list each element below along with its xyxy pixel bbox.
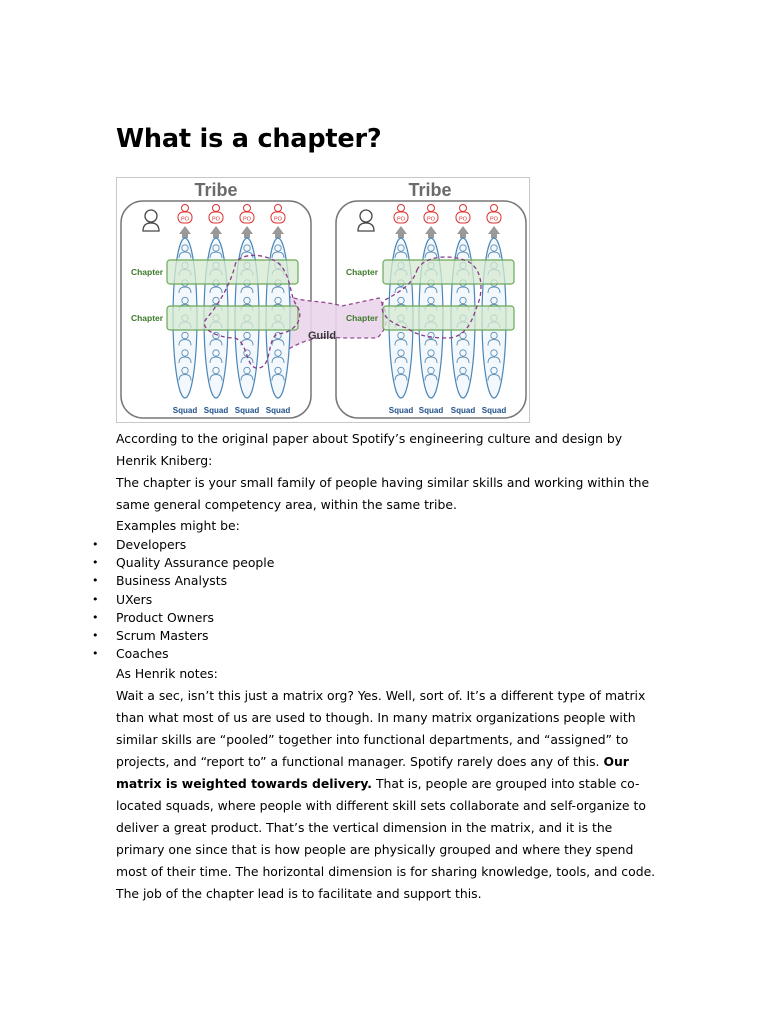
squad-label: Squad	[481, 406, 507, 415]
squad-label: Squad	[450, 406, 476, 415]
example-item	[92, 645, 656, 663]
chapter-label: Chapter	[345, 313, 379, 323]
bullet-glyph: •	[92, 647, 99, 661]
squad-label: Squad	[234, 406, 260, 415]
tribe-label-right: Tribe	[408, 180, 452, 200]
guild-label: Guild	[307, 330, 337, 342]
example-label: Business Analysts	[116, 573, 228, 589]
quote-text-2: That is, people are grouped into stable co-located squads, where people with different skill sets collaborate and self-organize to deliver a great product. That’s the vertical dimension in the matrix, and it is the primary one since that is how people are physically grouped and where they spend most of their time. The horizontal dimension is for sharing knowledge, tools, and code. The job of the chapter lead is to facilitate and support this.	[116, 776, 656, 902]
bullet-glyph: •	[92, 629, 99, 643]
chapter-label: Chapter	[130, 267, 164, 277]
example-label: Quality Assurance people	[116, 555, 275, 571]
tribe-chapter-guild-diagram	[116, 177, 530, 423]
tribe-lead-body-icon	[358, 223, 374, 231]
po-head-icon	[398, 205, 405, 212]
examples-list	[92, 536, 656, 663]
chapter-band	[167, 306, 298, 330]
po-head-icon	[491, 205, 498, 212]
example-label: UXers	[116, 591, 153, 607]
example-label: Product Owners	[116, 609, 214, 625]
notes-intro: As Henrik notes:	[116, 666, 218, 682]
squad-label: Squad	[388, 406, 414, 415]
squad-label: Squad	[265, 406, 291, 415]
example-item	[92, 627, 656, 645]
chapter-label: Chapter	[130, 313, 164, 323]
po-label: PO	[243, 216, 251, 223]
po-head-icon	[244, 205, 251, 212]
example-label: Developers	[116, 537, 187, 552]
example-item	[92, 572, 656, 590]
bullet-glyph: •	[92, 592, 99, 606]
definition-paragraph: The chapter is your small family of people having similar skills and working within the same general competency area, within the same tribe.	[116, 475, 650, 512]
tribe-lead-icon	[360, 210, 372, 222]
diagram-canvas	[117, 178, 529, 422]
po-label: PO	[427, 216, 435, 223]
po-label: PO	[274, 216, 282, 223]
chapter-band	[383, 260, 514, 284]
bullet-glyph: •	[92, 556, 99, 570]
po-head-icon	[428, 205, 435, 212]
example-item	[92, 536, 656, 554]
body-text	[92, 428, 656, 905]
bullet-glyph: •	[92, 574, 99, 588]
examples-intro: Examples might be:	[116, 518, 240, 533]
po-label: PO	[397, 216, 405, 223]
po-head-icon	[275, 205, 282, 212]
po-label: PO	[490, 216, 498, 223]
example-item	[92, 591, 656, 609]
bullet-glyph: •	[92, 538, 99, 551]
po-label: PO	[181, 216, 189, 223]
squad-label: Squad	[418, 406, 444, 415]
intro-paragraph: According to the original paper about Spotify’s engineering culture and design by Henrik Kniberg:	[116, 431, 623, 468]
squad-label: Squad	[172, 406, 198, 415]
page-title: What is a chapter?	[116, 124, 382, 154]
po-label: PO	[459, 216, 467, 223]
po-head-icon	[460, 205, 467, 212]
quote-bold-text: Our matrix is weighted towards delivery.	[116, 754, 629, 792]
po-head-icon	[213, 205, 220, 212]
bullet-glyph: •	[92, 610, 99, 624]
example-item	[92, 554, 656, 572]
squad-label: Squad	[203, 406, 229, 415]
example-label: Coaches	[116, 646, 169, 662]
po-label: PO	[212, 216, 220, 223]
example-item	[92, 609, 656, 627]
quote-text-1: Wait a sec, isn’t this just a matrix org? Yes. Well, sort of. It’s a different type of matrix than what most of us are used to though. In many matrix organizations people with similar skills are “pooled” together into functional departments, and “assigned” to projects, and “report to” a functional manager. Spotify rarely does any of this.	[116, 688, 646, 770]
po-head-icon	[182, 205, 189, 212]
tribe-lead-body-icon	[143, 223, 159, 231]
tribe-label-left: Tribe	[194, 180, 238, 200]
quote-paragraph	[116, 685, 656, 905]
tribe-lead-icon	[145, 210, 157, 222]
chapter-label: Chapter	[345, 267, 379, 277]
example-label: Scrum Masters	[116, 628, 209, 644]
